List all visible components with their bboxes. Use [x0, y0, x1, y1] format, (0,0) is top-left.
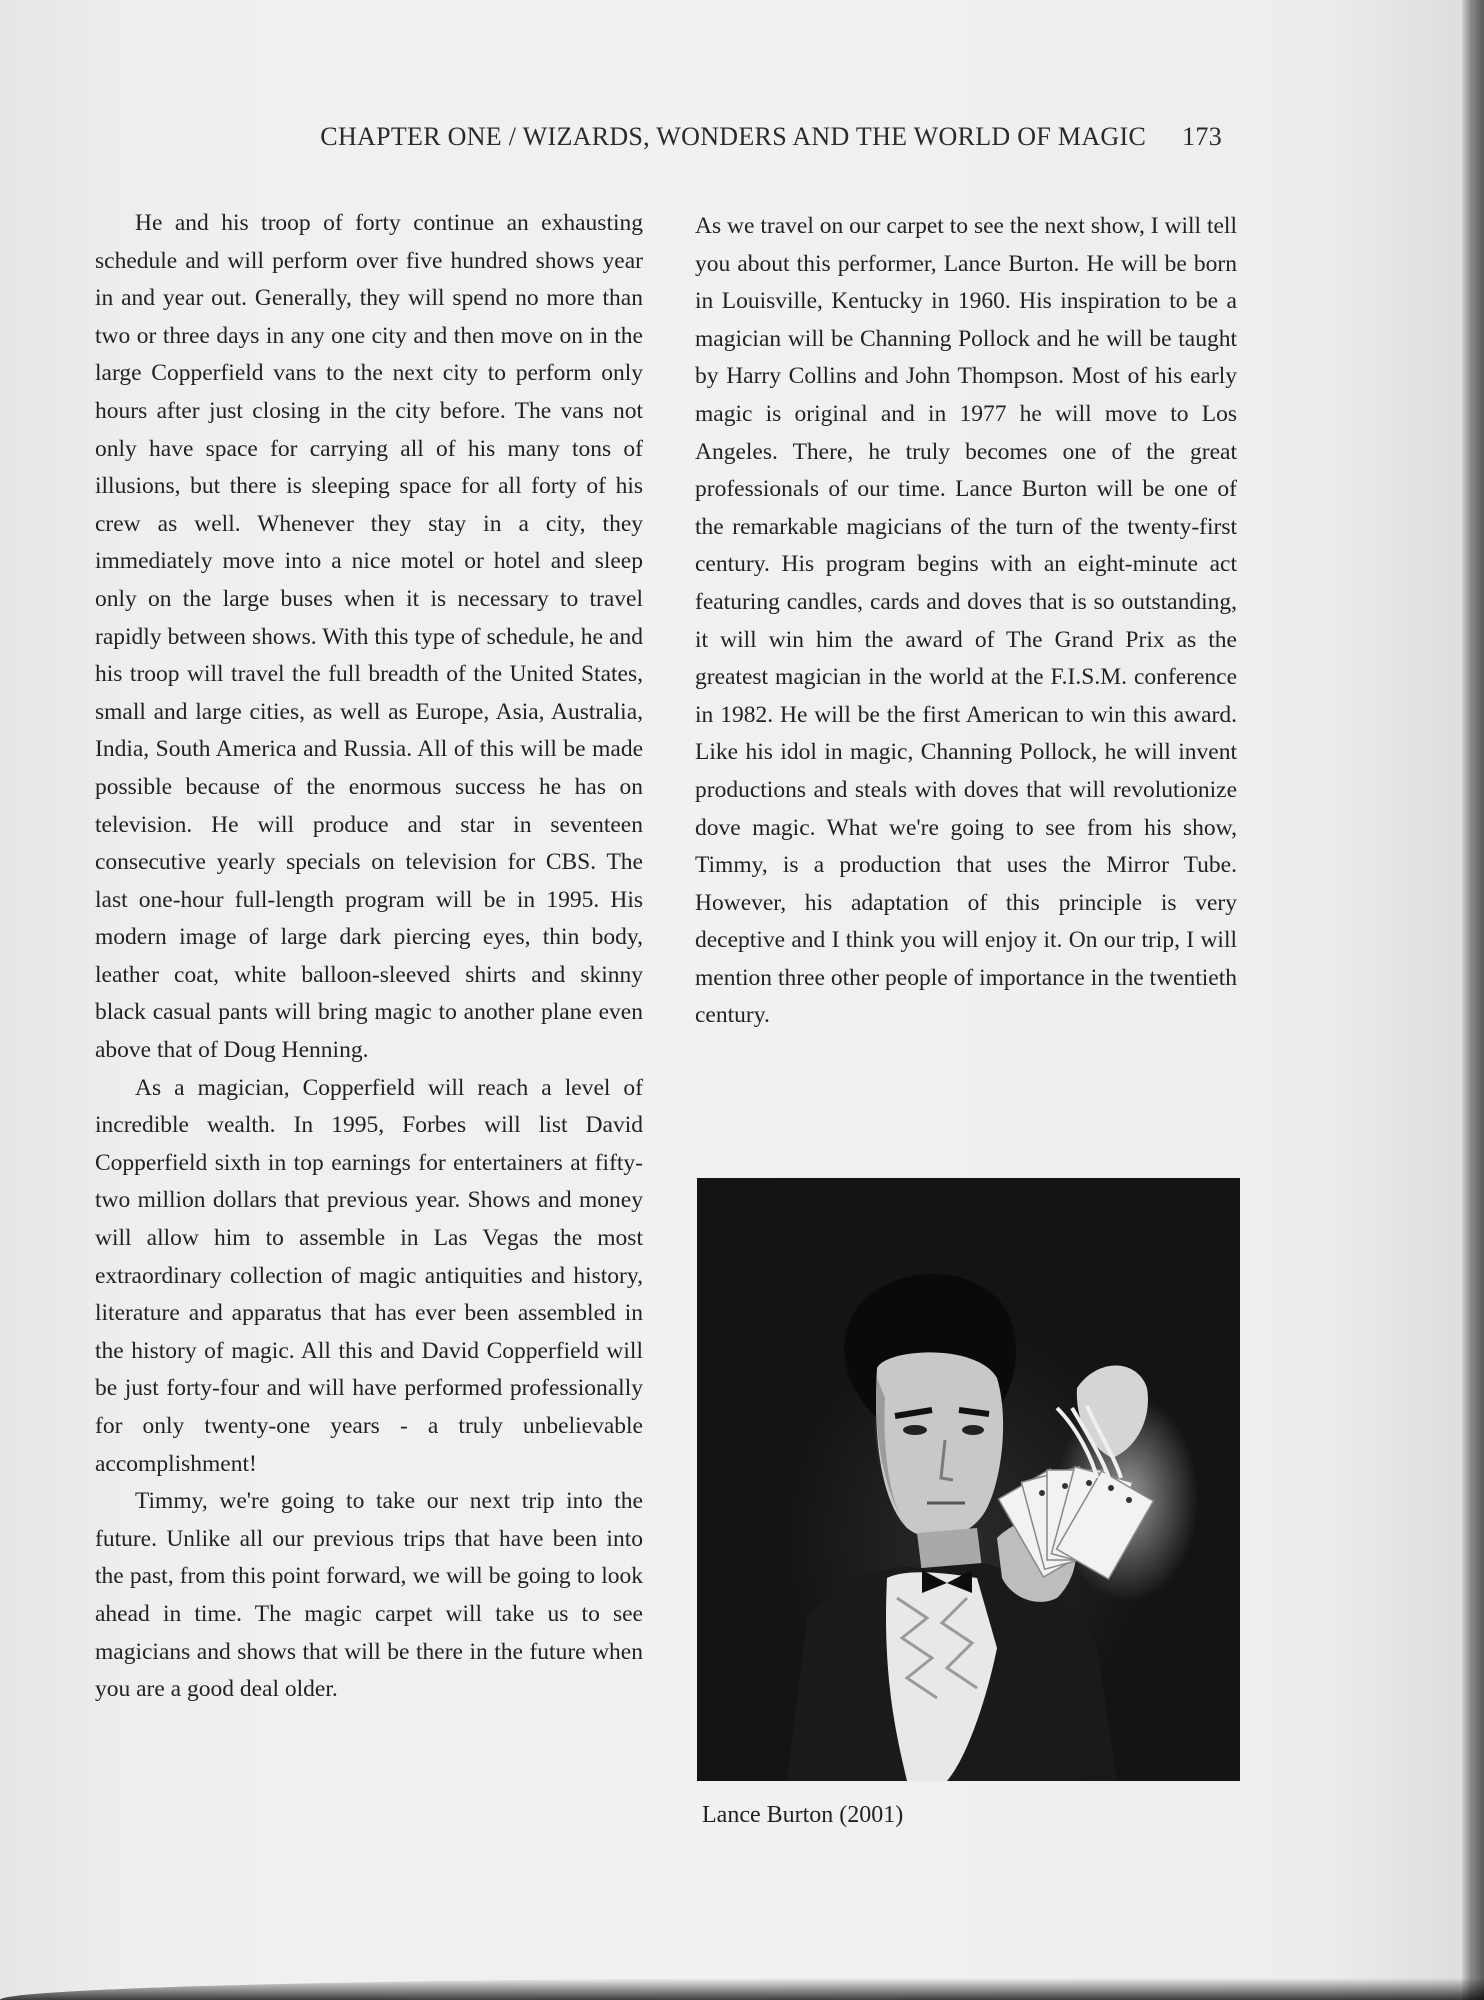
- running-head: [0, 122, 1222, 152]
- page-number: 173: [1182, 122, 1222, 151]
- paragraph: He and his troop of forty continue an exhausting schedule and will perform over five hundred shows year in and year out. Generally, they will spend no more than two or three days in any one city and then move on in the large Copperfield vans to the next city to perform only hours after just closing in the city before. The vans not only have space for carrying all of his many tons of illusions, but there is sleeping space for all forty of his crew as well. Whenever they stay in a city, they immediately move into a nice motel or hotel and sleep only on the large buses when it is necessary to travel rapidly between shows. With this type of schedule, he and his troop will travel the full breadth of the United States, small and large cities, as well as Europe, Asia, Australia, India, South America and Russia. All of this will be made possible because of the enormous success he has on television. He will produce and star in seventeen consecutive yearly specials on television for CBS. The last one-hour full-length program will be in 1995. His modern image of large dark piercing eyes, thin body, leather coat, white balloon-sleeved shirts and skinny black casual pants will bring magic to another plane even above that of Doug Henning.: [95, 210, 643, 1064]
- book-spine: [1462, 0, 1484, 2000]
- right-text-column: [695, 208, 1237, 1035]
- portrait-illustration: [697, 1178, 1240, 1781]
- photo-caption: Lance Burton (2001): [702, 1802, 904, 1828]
- paragraph: Timmy, we're going to take our next trip into the future. Unlike all our previous trips that have been into the past, from this point forward, we will be going to look ahead in time. The magic carpet will take us to see magicians and shows that will be there in the future when you are a good deal older.: [95, 1488, 643, 1703]
- paragraph: As we travel on our carpet to see the next show, I will tell you about this performer, Lance Burton. He will be born in Louisville, Kentucky in 1960. His inspiration to be a magician will be Channing Pollock and he will be taught by Harry Collins and John Thompson. Most of his early magic is original and in 1977 he will move to Los Angeles. There, he truly becomes one of the great professionals of our time. Lance Burton will be one of the remarkable magicians of the turn of the twenty-first century. His program begins with an eight-minute act featuring candles, cards and doves that is so outstanding, it will win him the award of The Grand Prix as the greatest magician in the world at the F.I.S.M. conference in 1982. He will be the first American to win this award. Like his idol in magic, Channing Pollock, he will invent productions and steals with doves that will revolutionize dove magic. What we're going to see from his show, Timmy, is a production that uses the Mirror Tube. However, his adaptation of this principle is very deceptive and I think you will enjoy it. On our trip, I will mention three other people of importance in the twentieth century.: [695, 213, 1237, 1029]
- left-text-column: [95, 205, 643, 1709]
- paragraph: As a magician, Copperfield will reach a level of incredible wealth. In 1995, Forbes will list David Copperfield sixth in top earnings for entertainers at fifty-two million dollars that previous year. Shows and money will allow him to assemble in Las Vegas the most extraordinary collection of magic antiquities and history, literature and apparatus that has ever been assembled in the history of magic. All this and David Copperfield will be just forty-four and will have performed professionally for only twenty-one years - a truly unbelievable accomplishment!: [95, 1074, 643, 1477]
- lance-burton-photo: [697, 1178, 1240, 1781]
- chapter-title: CHAPTER ONE / WIZARDS, WONDERS AND THE WORLD OF MAGIC: [320, 122, 1147, 151]
